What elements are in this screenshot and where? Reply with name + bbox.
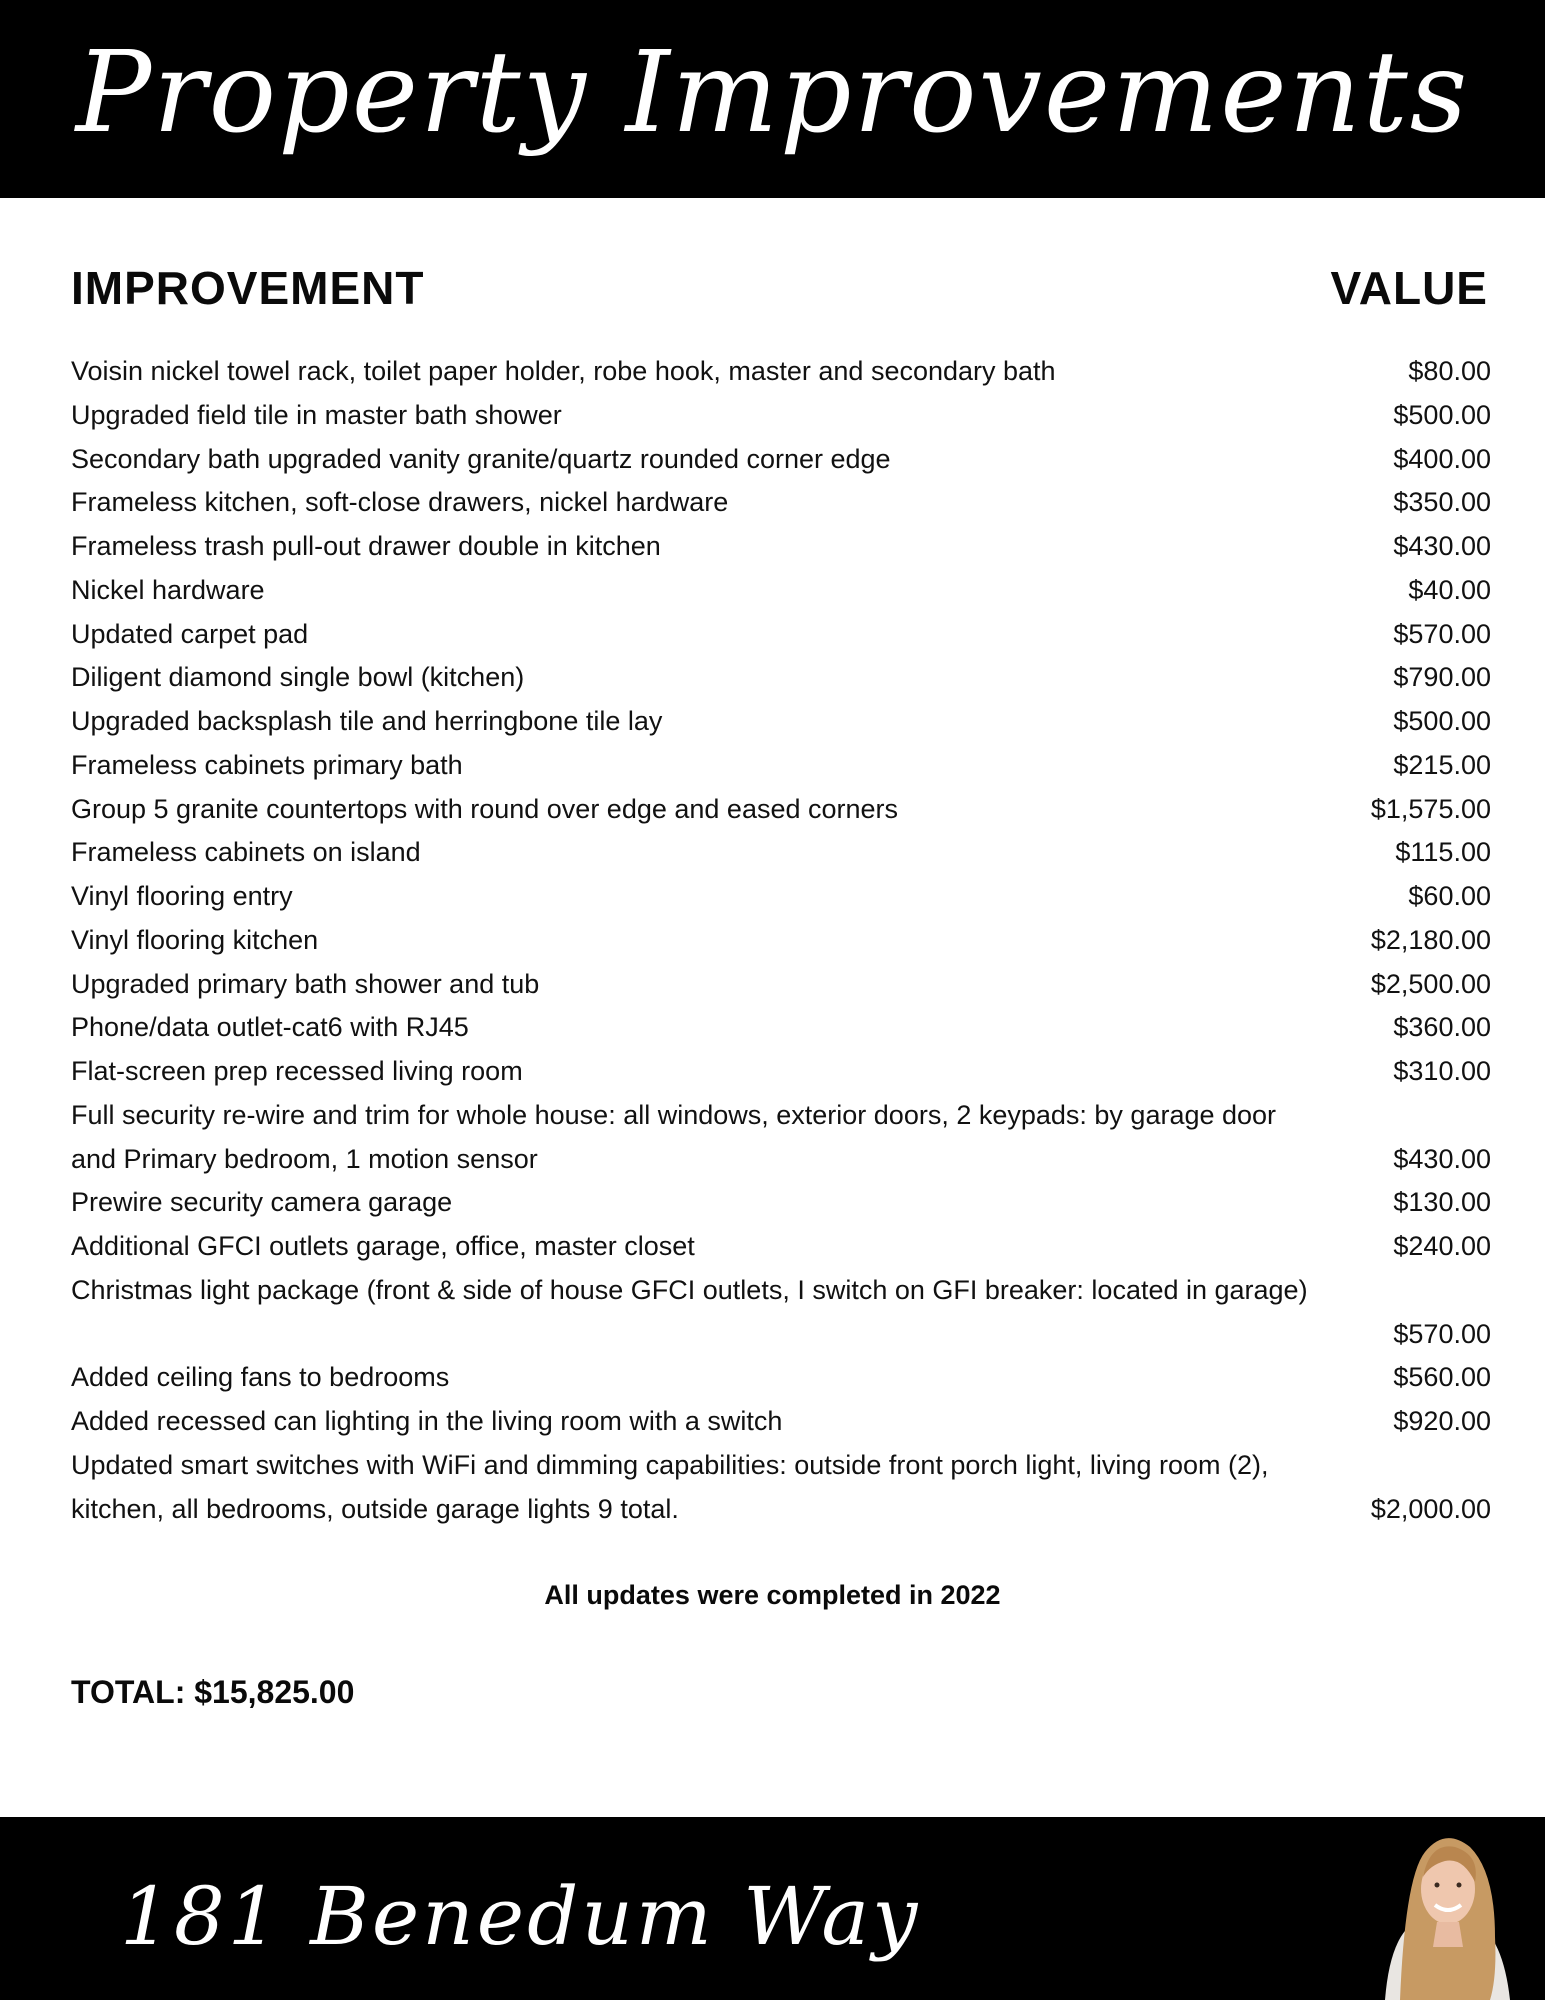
column-header-improvement: IMPROVEMENT [71, 262, 425, 314]
improvement-description: Vinyl flooring kitchen [71, 924, 319, 955]
footer-band [0, 1817, 1545, 2000]
improvement-value: $560.00 [1393, 1362, 1491, 1393]
improvement-description: Upgraded primary bath shower and tub [71, 968, 540, 999]
improvement-description: Nickel hardware [71, 574, 265, 605]
improvement-description: Flat-screen prep recessed living room [71, 1056, 523, 1086]
list-item [71, 1094, 1491, 1138]
improvement-description: Upgraded field tile in master bath shower [71, 399, 562, 430]
page-title: Property Improvements [75, 28, 1470, 158]
list-item [71, 525, 1491, 569]
improvement-value: $40.00 [1408, 574, 1491, 605]
improvement-value: $430.00 [1393, 531, 1491, 561]
property-address: 181 Benedum Way [120, 1870, 921, 1963]
improvement-description: Vinyl flooring entry [71, 881, 293, 911]
improvement-description: Frameless cabinets primary bath [71, 749, 463, 780]
improvement-value: $2,180.00 [1370, 924, 1491, 955]
agent-portrait [1345, 1817, 1545, 2000]
header-band [0, 0, 1545, 198]
improvement-value: $360.00 [1393, 1012, 1491, 1043]
improvement-value: $2,500.00 [1370, 968, 1491, 999]
improvement-description: kitchen, all bedrooms, outside garage lights 9 total. [71, 1493, 679, 1524]
list-item [71, 1269, 1491, 1313]
improvement-description: Diligent diamond single bowl (kitchen) [71, 662, 525, 693]
improvement-value: $215.00 [1393, 749, 1491, 780]
list-item [71, 1444, 1491, 1488]
list-item [71, 1225, 1491, 1269]
improvement-value: $130.00 [1393, 1187, 1491, 1218]
improvement-value: $430.00 [1393, 1143, 1491, 1174]
improvement-description: Prewire security camera garage [71, 1187, 453, 1218]
list-item [71, 831, 1491, 875]
list-item [71, 481, 1491, 525]
list-item [71, 394, 1491, 438]
list-item [71, 1181, 1491, 1225]
list-item [71, 788, 1491, 832]
list-item [71, 700, 1491, 744]
improvement-description: Frameless trash pull-out drawer double in kitchen [71, 531, 661, 561]
column-header-value: VALUE [1330, 262, 1488, 314]
list-item [71, 438, 1491, 482]
improvement-value: $60.00 [1408, 881, 1491, 911]
improvement-description: Christmas light package (front & side of house GFCI outlets, I switch on GFI breaker: located in garage) [71, 1274, 1308, 1305]
completion-note: All updates were completed in 2022 [544, 1580, 1001, 1610]
list-item [71, 350, 1491, 394]
improvement-description: Phone/data outlet-cat6 with RJ45 [71, 1012, 469, 1043]
improvement-description: Frameless cabinets on island [71, 837, 421, 868]
improvement-value: $115.00 [1395, 837, 1491, 868]
improvement-value: $500.00 [1393, 399, 1491, 430]
improvement-value: $570.00 [1393, 1318, 1491, 1349]
improvement-description: Secondary bath upgraded vanity granite/quartz rounded corner edge [71, 443, 891, 474]
improvement-value: $2,000.00 [1370, 1493, 1491, 1524]
list-item [71, 1488, 1491, 1532]
improvements-list [71, 350, 1491, 1531]
list-item [71, 744, 1491, 788]
improvement-value: $350.00 [1393, 487, 1491, 518]
list-item [71, 613, 1491, 657]
improvement-description: Updated carpet pad [71, 618, 309, 649]
improvement-value: $570.00 [1393, 618, 1491, 649]
list-item [71, 1050, 1491, 1094]
improvement-description: Added ceiling fans to bedrooms [71, 1362, 450, 1393]
list-item [71, 875, 1491, 919]
improvement-description: and Primary bedroom, 1 motion sensor [71, 1143, 538, 1174]
list-item [71, 1313, 1491, 1357]
improvement-value: $1,575.00 [1370, 793, 1491, 824]
list-item [71, 963, 1491, 1007]
total-amount: TOTAL: $15,825.00 [71, 1674, 355, 1710]
improvement-description: Frameless kitchen, soft-close drawers, nickel hardware [71, 487, 729, 518]
improvement-description: Additional GFCI outlets garage, office, master closet [71, 1231, 695, 1261]
improvement-description: Upgraded backsplash tile and herringbone tile lay [71, 706, 663, 736]
improvement-description: Added recessed can lighting in the living room with a switch [71, 1406, 783, 1436]
improvement-value: $920.00 [1393, 1406, 1491, 1436]
improvement-description: Updated smart switches with WiFi and dimming capabilities: outside front porch light, living room (2), [71, 1449, 1269, 1480]
improvement-description: Group 5 granite countertops with round over edge and eased corners [71, 793, 899, 824]
improvement-value: $80.00 [1408, 356, 1491, 386]
list-item [71, 1400, 1491, 1444]
improvement-value: $310.00 [1393, 1056, 1491, 1086]
improvement-value: $240.00 [1393, 1231, 1491, 1261]
improvement-value: $790.00 [1393, 662, 1491, 693]
improvement-description: Voisin nickel towel rack, toilet paper holder, robe hook, master and secondary bath [71, 356, 1056, 386]
list-item [71, 569, 1491, 613]
improvement-value: $500.00 [1393, 706, 1491, 736]
list-item [71, 656, 1491, 700]
improvement-description: Full security re-wire and trim for whole house: all windows, exterior doors, 2 keypads: by garage door [71, 1099, 1277, 1130]
list-item [71, 1138, 1491, 1182]
improvement-value: $400.00 [1393, 443, 1491, 474]
list-item [71, 1006, 1491, 1050]
list-item [71, 1356, 1491, 1400]
list-item [71, 919, 1491, 963]
